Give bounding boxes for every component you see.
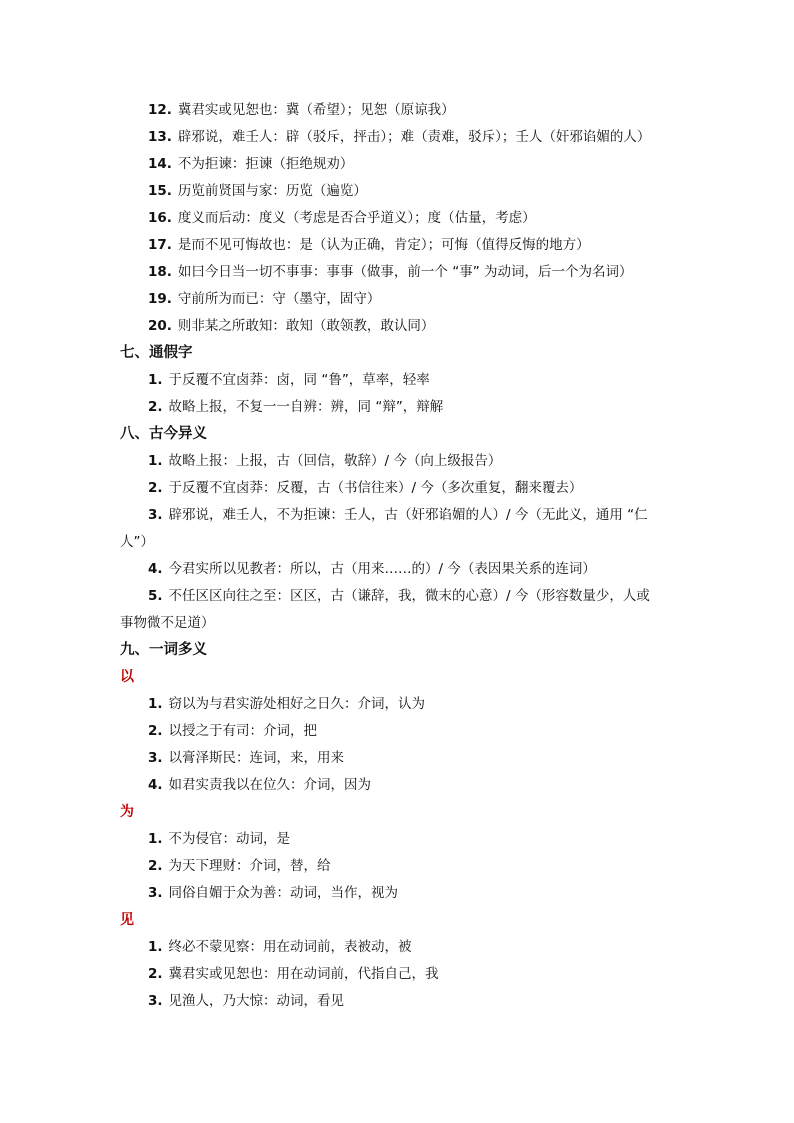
item-number: 19. (148, 291, 172, 307)
item-number: 17. (148, 237, 172, 253)
item-number: 2. (148, 399, 163, 415)
item-text: 不任区区向往之至：区区，古（谦辞，我，微末的心意）/ 今（形容数量少，人或 (168, 588, 650, 604)
item-text: 则非某之所敢知：敢知（敢领教，敢认同） (177, 318, 435, 334)
item-number: 20. (148, 318, 172, 334)
item-text: 冀君实或见恕也：冀（希望）；见恕（原谅我） (177, 102, 455, 118)
item-number: 12. (148, 102, 172, 118)
list-item (0, 884, 794, 902)
list-item (0, 722, 794, 740)
list-item (0, 236, 794, 254)
word-heading-yi: 以 (120, 669, 134, 685)
item-number: 16. (148, 210, 172, 226)
item-number: 2. (148, 723, 163, 739)
item-number: 1. (148, 453, 163, 469)
list-item (0, 452, 794, 470)
item-number: 1. (148, 939, 163, 955)
item-text: 不为拒谏：拒谏（拒绝规劝） (177, 156, 354, 172)
item-text: 度义而后动：度义（考虑是否合乎道义）；度（估量，考虑） (177, 210, 536, 226)
item-text: 故略上报：上报，古（回信，敬辞）/ 今（向上级报告） (168, 453, 502, 469)
item-text: 如君实责我以在位久：介词，因为 (168, 777, 372, 793)
list-item (0, 101, 794, 119)
list-item (0, 992, 794, 1010)
list-item (0, 263, 794, 281)
list-item (0, 479, 794, 497)
word-heading-wei: 为 (120, 804, 134, 820)
list-item-continuation: 事物微不足道） (120, 615, 215, 631)
item-text: 于反覆不宜卤莽：卤，同 “鲁”，草率，轻率 (168, 372, 430, 388)
item-number: 3. (148, 507, 163, 523)
item-text: 于反覆不宜卤莽：反覆，古（书信往来）/ 今（多次重复，翻来覆去） (168, 480, 583, 496)
item-number: 2. (148, 966, 163, 982)
item-text: 今君实所以见教者：所以，古（用来……的）/ 今（表因果关系的连词） (168, 561, 596, 577)
item-number: 3. (148, 885, 163, 901)
list-item (0, 857, 794, 875)
item-number: 1. (148, 696, 163, 712)
item-number: 5. (148, 588, 163, 604)
item-number: 15. (148, 183, 172, 199)
item-text: 辟邪说，难壬人：辟（驳斥，抨击）；难（责难，驳斥）；壬人（奸邪谄媚的人） (177, 129, 651, 145)
list-item (0, 398, 794, 416)
item-number: 4. (148, 777, 163, 793)
item-text: 见渔人，乃大惊：动词，看见 (168, 993, 345, 1009)
list-item (0, 938, 794, 956)
item-text: 为天下理财：介词，替，给 (168, 858, 331, 874)
list-item (0, 506, 794, 524)
list-item (0, 749, 794, 767)
item-number: 2. (148, 858, 163, 874)
item-number: 3. (148, 750, 163, 766)
item-number: 3. (148, 993, 163, 1009)
item-number: 4. (148, 561, 163, 577)
list-item (0, 695, 794, 713)
item-number: 1. (148, 372, 163, 388)
item-text: 同俗自媚于众为善：动词，当作，视为 (168, 885, 399, 901)
item-text: 以膏泽斯民：连词，来，用来 (168, 750, 345, 766)
section-heading-tongjiazi: 七、通假字 (120, 345, 193, 361)
section-heading-gujinyiyi: 八、古今异义 (120, 426, 207, 442)
list-item (0, 560, 794, 578)
item-number: 13. (148, 129, 172, 145)
item-text: 冀君实或见恕也：用在动词前，代指自己，我 (168, 966, 439, 982)
list-item (0, 209, 794, 227)
list-item-continuation: 人”） (120, 534, 154, 550)
list-item (0, 776, 794, 794)
list-item (0, 830, 794, 848)
item-number: 14. (148, 156, 172, 172)
item-number: 18. (148, 264, 172, 280)
list-item (0, 587, 794, 605)
list-item (0, 128, 794, 146)
item-text: 不为侵官：动词，是 (168, 831, 291, 847)
item-text: 终必不蒙见察：用在动词前，表被动，被 (168, 939, 412, 955)
item-text: 窃以为与君实游处相好之日久：介词，认为 (168, 696, 426, 712)
list-item (0, 155, 794, 173)
list-item (0, 290, 794, 308)
item-text: 守前所为而已：守（墨守，固守） (177, 291, 381, 307)
list-item (0, 965, 794, 983)
item-text: 以授之于有司：介词，把 (168, 723, 318, 739)
list-item (0, 317, 794, 335)
list-item (0, 371, 794, 389)
item-text: 故略上报，不复一一自辨：辨，同 “辩”，辩解 (168, 399, 444, 415)
item-text: 辟邪说，难壬人，不为拒谏：壬人，古（奸邪谄媚的人）/ 今（无此义，通用 “仁 (168, 507, 648, 523)
item-text: 是而不见可悔故也：是（认为正确，肯定）；可悔（值得反悔的地方） (177, 237, 590, 253)
item-number: 2. (148, 480, 163, 496)
word-heading-jian: 见 (120, 912, 134, 928)
item-text: 历览前贤国与家：历览（遍览） (177, 183, 367, 199)
list-item (0, 182, 794, 200)
item-number: 1. (148, 831, 163, 847)
item-text: 如曰今日当一切不事事：事事（做事，前一个 “事” 为动词，后一个为名词） (177, 264, 633, 280)
section-heading-yiciduoyi: 九、一词多义 (120, 642, 207, 658)
